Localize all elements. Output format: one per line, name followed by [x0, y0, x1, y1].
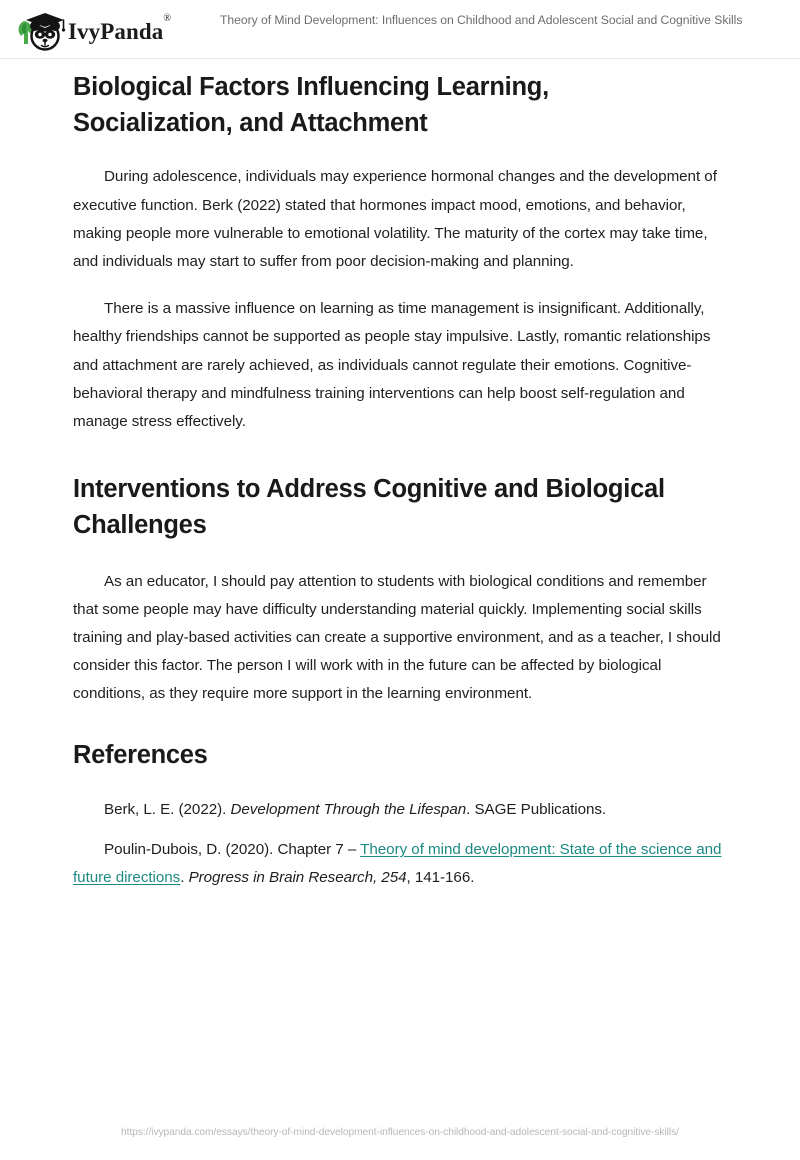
reference-link[interactable]: Theory of mind development: State of the science and future directions: [73, 841, 722, 887]
brand-logo[interactable]: [14, 7, 171, 53]
brand-trademark: ®: [163, 12, 172, 24]
reference-separator: .: [180, 869, 189, 887]
footer-url[interactable]: https://ivypanda.com/essays/theory-of-mind-development-influences-on-childhood-and-adolescent-social-and-cognitive-skills/: [121, 1127, 679, 1138]
reference-journal: Progress in Brain Research, 254: [188, 869, 407, 887]
page-header: [0, 0, 800, 59]
spacer: [73, 824, 727, 836]
reference-title: Development Through the Lifespan: [230, 800, 467, 818]
spacer: [73, 709, 727, 739]
reference-entry-berk: [73, 796, 727, 824]
document-title-header: Theory of Mind Development: Influences on Childhood and Adolescent Social and Cognitive Skills: [220, 13, 743, 27]
section-heading-biological-factors: Biological Factors Influencing Learning, Socialization, and Attachment: [73, 73, 549, 138]
reference-publisher: . SAGE Publications.: [466, 800, 607, 818]
paragraph-adolescence-hormones: During adolescence, individuals may experience hormonal changes and the development of executive function. Berk (2022) stated that hormones impact mood, emotions, and behavior, making people more vulnerable to emotional volatility. The maturity of the cortex may take time, and individuals may start to suffer from poor decision-making and planning.: [73, 168, 717, 271]
paragraph-learning-influence: There is a massive influence on learning as time management is insignificant. Additionally, healthy friendships cannot be supported as people stay impulsive. Lastly, romantic relationships and attachment are rarely achieved, as individuals cannot regulate their emotions. Cognitive-behavioral therapy and mindfulness training interventions can help boost self-regulation and manage stress effectively.: [73, 300, 711, 431]
reference-author-year: Poulin-Dubois, D. (2020). Chapter 7 –: [104, 841, 361, 858]
spacer: [73, 436, 727, 471]
spacer: [73, 141, 727, 163]
spacer: [73, 772, 727, 796]
paragraph-educator-role: As an educator, I should pay attention to students with biological conditions and remember that some people may have difficulty understanding material quickly. Implementing social skills training and play-based activities can create a supportive environment, and as a teacher, I should consider this factor. The person I will work with in the future can be affected by biological conditions, as they require more support in the learning environment.: [73, 572, 721, 703]
document-content: [73, 69, 727, 892]
spacer: [73, 544, 727, 568]
section-heading-interventions: Interventions to Address Cognitive and Biological Challenges: [73, 475, 665, 540]
reference-entry-poulin-dubois: [73, 836, 727, 892]
brand-name: IvyPanda®: [68, 12, 172, 44]
references-heading: References: [73, 740, 208, 769]
reference-pages: , 141-166.: [406, 869, 475, 887]
reference-author-year: Berk, L. E. (2022).: [104, 800, 231, 818]
panda-graduate-logo-icon: [14, 7, 66, 53]
spacer: [73, 276, 727, 295]
